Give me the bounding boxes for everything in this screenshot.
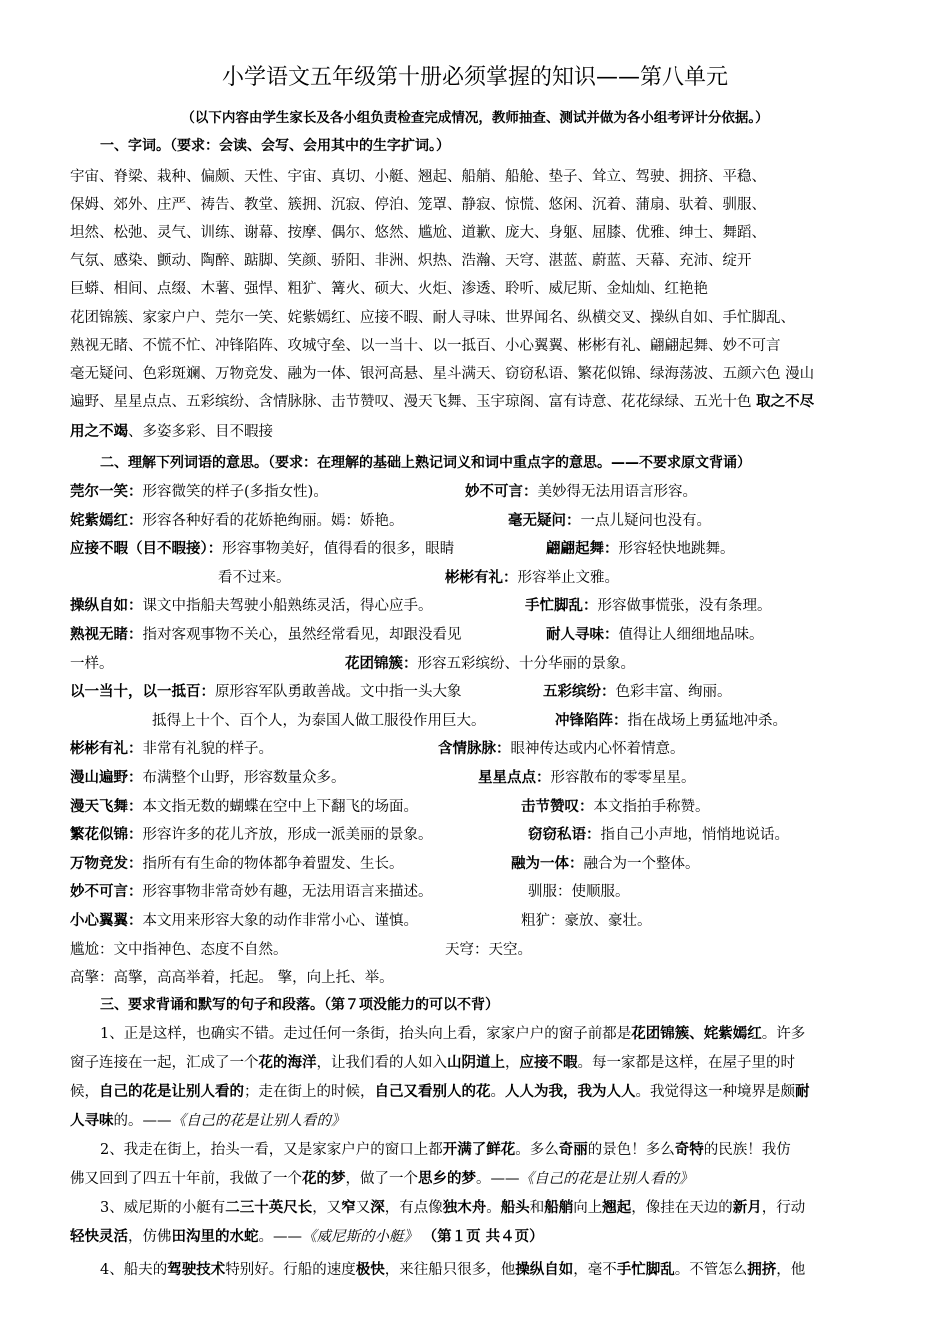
passage-text: 3、威尼斯的小艇有	[100, 1200, 226, 1216]
passage-text: ，来往船只很多，他	[384, 1262, 516, 1278]
definition-right	[525, 594, 772, 615]
definition: 眼神传达或内心怀着情意。	[510, 741, 685, 757]
word-list-text: 保姆、郊外、庄严、祷告、教堂、簇拥、沉寂、停泊、笼罩、静寂、惊慌、悠闲、沉着、蒲扇、驮着、驯服、	[70, 197, 766, 213]
definition-right	[445, 938, 532, 959]
definition: 本文指拍手称赞。	[593, 799, 710, 815]
word-list-text: 遍野、星星点点、五彩缤纷、含情脉脉、击节赞叹、漫天飞舞、玉宇琼阁、富有诗意、花花绿绿、五光十色	[70, 394, 757, 410]
key-phrase: 拥挤	[747, 1262, 777, 1278]
key-phrase: 自己又看别人的花	[374, 1084, 491, 1100]
passage-text: 。每一家都是这样，在屋子里的时	[577, 1055, 795, 1071]
key-phrase: 手忙脚乱	[616, 1262, 675, 1278]
definition-left	[70, 880, 433, 901]
definition-right	[445, 566, 619, 587]
definition: 高擎：高擎，高高举着，托起。 擎，向上托、举。	[70, 970, 394, 986]
term: 彬彬有礼：	[445, 570, 518, 586]
word-list-text: 气氛、感染、颤动、陶醉、踮脚、笑颜、骄阳、非洲、炽热、浩瀚、天穹、湛蓝、蔚蓝、天幕、充沛、绽开	[70, 253, 752, 269]
word-list-text: 花团锦簇、家家户户、莞尔一笑、姹紫嫣红、应接不暇、耐人寻味、世界闻名、纵横交叉、操纵自如、手忙脚乱、	[70, 310, 795, 326]
word-list-line	[70, 362, 885, 383]
definition: 形容微笑的样子(多指女性)。	[142, 484, 328, 500]
definition-right	[511, 852, 700, 873]
definition-left	[70, 823, 433, 844]
key-phrase: 花团锦簇、姹紫嫣红	[631, 1026, 762, 1042]
definition: 美妙得无法用语言形容。	[537, 484, 697, 500]
key-phrase: 开满了鲜花	[442, 1142, 516, 1158]
definition: 一点儿疑问也没有。	[580, 513, 711, 529]
key-phrase: 窄	[341, 1200, 356, 1216]
passage-text: ，	[505, 1055, 520, 1071]
term: 毫无疑问：	[508, 513, 581, 529]
passage-text: ，让我们看的人如入	[316, 1055, 447, 1071]
definition-left	[70, 594, 433, 615]
passage-text: 。	[490, 1084, 505, 1100]
word-list-line	[70, 420, 885, 441]
definition: 布满整个山野，形容数量众多。	[142, 770, 346, 786]
definition-right	[528, 823, 789, 844]
word-list-line	[70, 306, 885, 327]
word-list-text: 、多姿多彩、目不暇接	[128, 424, 273, 440]
key-phrase: 奇特	[674, 1142, 704, 1158]
passage-text: ，他	[776, 1262, 806, 1278]
definition-left	[70, 623, 462, 644]
term: 星星点点：	[478, 770, 551, 786]
definition-right	[521, 909, 652, 930]
key-phrase: 人寻味	[70, 1113, 114, 1129]
key-phrase: 耐	[795, 1084, 810, 1100]
word-list-bold: 取之不尽	[756, 394, 815, 410]
passage-text: 4、船夫的	[100, 1262, 168, 1278]
passage-line	[70, 1080, 885, 1101]
word-list-text: 巨蟒、相间、点缀、木薯、强悍、粗犷、篝火、硕大、火炬、渗透、聆听、威尼斯、金灿灿、红艳艳	[70, 281, 708, 297]
term: 应接不暇（目不暇接）：	[70, 541, 223, 557]
passage-text: ，仿佛	[128, 1229, 172, 1245]
key-phrase: （第１页 共４页）	[422, 1229, 544, 1245]
word-list-line	[70, 390, 885, 411]
definition-left	[70, 795, 418, 816]
passage-text: 1、正是这样，也确实不错。走过任何一条街，抬头向上看，家家户户的窗子前都是	[100, 1026, 632, 1042]
definition-right	[546, 623, 764, 644]
passage-text: 的景色！多么	[587, 1142, 675, 1158]
definition-left	[152, 709, 486, 730]
term: 姹紫嫣红：	[70, 513, 143, 529]
passage-text: 佛又回到了四五十年前，我做了一个	[70, 1171, 302, 1187]
definition-left	[70, 480, 328, 501]
word-list-line	[70, 221, 885, 242]
passage-line	[70, 1138, 885, 1159]
key-phrase: 独木舟	[442, 1200, 487, 1216]
passage-line	[70, 1258, 885, 1279]
definition: 形容轻快地跳舞。	[618, 541, 735, 557]
term: 妙不可言：	[465, 484, 538, 500]
passage-text: 的。——	[113, 1113, 172, 1129]
definition: 尴尬：文中指神色、态度不自然。	[70, 942, 288, 958]
term: 彬彬有礼：	[70, 741, 143, 757]
word-list-line	[70, 249, 885, 270]
term: 花团锦簇：	[345, 656, 418, 672]
term: 耐人寻味：	[546, 627, 619, 643]
definition-left	[218, 566, 291, 587]
source-title: 《自己的花是让别人看的》	[519, 1171, 694, 1187]
definition-right	[521, 795, 710, 816]
definition: 本文用来形容大象的动作非常小心、谨慎。	[142, 913, 418, 929]
term: 莞尔一笑：	[70, 484, 143, 500]
term: 冲锋陷阵：	[555, 713, 628, 729]
definition-right	[508, 509, 711, 530]
definition: 课文中指船夫驾驶小船熟练灵活，得心应手。	[142, 598, 433, 614]
term: 含情脉脉：	[438, 741, 511, 757]
section-2-heading: 二、理解下列词语的意思。（要求：在理解的基础上熟记词义和词中重点字的意思。——不要求原文背诵）	[100, 455, 751, 471]
key-phrase: 操纵自如	[515, 1262, 574, 1278]
definition: 粗犷：豪放、豪壮。	[521, 913, 652, 929]
passage-text: ；走在街上的时候，	[244, 1084, 375, 1100]
definition: 色彩丰富、绚丽。	[615, 684, 732, 700]
definition-left	[70, 909, 418, 930]
term: 万物竞发：	[70, 856, 143, 872]
definition: 看不过来。	[218, 570, 291, 586]
word-list-line	[70, 165, 885, 186]
definition-left	[70, 680, 462, 701]
passage-text: 。许多	[761, 1026, 806, 1042]
definition: 形容五彩缤纷、十分华丽的景象。	[417, 656, 635, 672]
passage-text: ，有点像	[384, 1200, 443, 1216]
definition: 本文指无数的蝴蝶在空中上下翻飞的场面。	[142, 799, 418, 815]
definition: 形容事物美好，值得看的很多，眼睛	[222, 541, 455, 557]
passage-text: 特别好。行船的速度	[225, 1262, 356, 1278]
definition-right	[478, 766, 696, 787]
passage-text: 窗子连接在一起，汇成了一个	[70, 1055, 259, 1071]
definition-right	[438, 737, 685, 758]
definition-right	[555, 709, 787, 730]
key-phrase: 翘起	[602, 1200, 632, 1216]
definition-right	[465, 480, 697, 501]
passage-text: ，行动	[761, 1200, 806, 1216]
definition: 指在战场上勇猛地冲杀。	[627, 713, 787, 729]
passage-text: 2、我走在街上，抬头一看，又是家家户户的窗口上都	[100, 1142, 443, 1158]
key-phrase: 船头	[500, 1200, 530, 1216]
term: 繁花似锦：	[70, 827, 143, 843]
word-list-text: 宇宙、脊梁、栽种、偏颇、天性、宇宙、真切、小艇、翘起、船艄、船舱、垫子、耸立、驾驶、拥挤、平稳、	[70, 169, 766, 185]
passage-text: 的民族！我仿	[703, 1142, 791, 1158]
term: 妙不可言：	[70, 884, 143, 900]
key-phrase: 思乡的梦	[418, 1171, 476, 1187]
key-phrase: 山阴道上	[447, 1055, 505, 1071]
passage-text: 候，	[70, 1084, 99, 1100]
term: 融为一体：	[511, 856, 584, 872]
definition: 原形容军队勇敢善战。文中指一头大象	[215, 684, 462, 700]
word-list-bold: 用之不竭	[70, 424, 128, 440]
term: 操纵自如：	[70, 598, 143, 614]
passage-text: 。	[486, 1200, 501, 1216]
definition-right	[543, 680, 732, 701]
key-phrase: 新月	[732, 1200, 762, 1216]
definition: 非常有礼貌的样子。	[142, 741, 273, 757]
section-3-heading: 三、要求背诵和默写的句子和段落。（第７项没能力的可以不背）	[100, 997, 499, 1013]
key-phrase: 深	[370, 1200, 385, 1216]
term: 小心翼翼：	[70, 913, 143, 929]
term: 熟视无睹：	[70, 627, 143, 643]
word-list-text: 毫无疑问、色彩斑斓、万物竞发、融为一体、银河高悬、星斗满天、窃窃私语、繁花似锦、绿海荡波、五颜六色 漫山	[70, 366, 815, 382]
page-title: 小学语文五年级第十册必须掌握的知识——第八单元	[221, 65, 728, 90]
passage-text: 。我觉得这一种境界是颇	[635, 1084, 795, 1100]
key-phrase: 自己的花是让别人看的	[99, 1084, 244, 1100]
key-phrase: 应接不暇	[519, 1055, 578, 1071]
definition-left	[70, 737, 273, 758]
definition-left	[70, 766, 346, 787]
definition: 指所有有生命的物体都争着盟发、生长。	[142, 856, 404, 872]
passage-text: 和	[529, 1200, 545, 1216]
definition: 形容许多的花儿齐放，形成一派美丽的景象。	[142, 827, 433, 843]
key-phrase: 二三十英尺长	[225, 1200, 313, 1216]
instruction-note: （以下内容由学生家长及各小组负责检查完成情况，教师抽查、测试并做为各小组考评计分依据。）	[181, 110, 769, 126]
definition: 形容举止文雅。	[517, 570, 619, 586]
definition-left	[70, 537, 454, 558]
passage-text: 。——	[258, 1229, 302, 1245]
definition: 指对客观事物不关心，虽然经常看见，却跟没看见	[142, 627, 462, 643]
word-list-line	[70, 334, 885, 355]
definition: 抵得上十个、百个人，为泰国人做工服役作用巨大。	[152, 713, 486, 729]
definition: 一样。	[70, 656, 114, 672]
definition-left	[70, 966, 394, 987]
key-phrase: 奇丽	[558, 1142, 588, 1158]
passage-text: 。——	[476, 1171, 520, 1187]
source-title: 《自己的花是让别人看的》	[171, 1113, 346, 1129]
passage-line	[70, 1196, 885, 1217]
definition-left	[70, 852, 404, 873]
passage-text: ，毫不	[573, 1262, 617, 1278]
passage-line	[70, 1225, 885, 1246]
definition: 驯服：使顺服。	[528, 884, 630, 900]
passage-text: 又	[355, 1200, 371, 1216]
key-phrase: 花的海洋	[258, 1055, 317, 1071]
passage-text: 。不管怎么	[674, 1262, 748, 1278]
passage-line	[70, 1109, 885, 1130]
passage-text: ，做了一个	[345, 1171, 418, 1187]
word-list-line	[70, 277, 885, 298]
definition-right	[546, 537, 735, 558]
term: 窃窃私语：	[528, 827, 601, 843]
definition: 融合为一个整体。	[583, 856, 700, 872]
term: 以一当十，以一抵百：	[70, 684, 215, 700]
definition: 形容各种好看的花娇艳绚丽。嫣：娇艳。	[142, 513, 404, 529]
key-phrase: 极快	[355, 1262, 385, 1278]
definition: 形容事物非常奇妙有趣，无法用语言来描述。	[142, 884, 433, 900]
definition: 值得让人细细地品味。	[618, 627, 764, 643]
definition-left	[70, 652, 114, 673]
key-phrase: 船艄	[544, 1200, 574, 1216]
key-phrase: 花的梦	[302, 1171, 346, 1187]
passage-text: ，又	[312, 1200, 342, 1216]
passage-text: 。多么	[515, 1142, 559, 1158]
key-phrase: 轻快灵活	[70, 1229, 128, 1245]
definition: 指自己小声地，悄悄地说话。	[600, 827, 789, 843]
word-list-text: 熟视无睹、不慌不忙、冲锋陷阵、攻城守垒、以一当十、以一抵百、小心翼翼、彬彬有礼、翩翩起舞、妙不可言	[70, 338, 781, 354]
term: 手忙脚乱：	[525, 598, 598, 614]
passage-line	[70, 1051, 885, 1072]
definition: 形容做事慌张，没有条理。	[597, 598, 772, 614]
passage-text: ，像挂在天边的	[631, 1200, 733, 1216]
word-list-line	[70, 193, 885, 214]
definition-right	[345, 652, 635, 673]
term: 漫天飞舞：	[70, 799, 143, 815]
definition-left	[70, 938, 288, 959]
definition: 天穹：天空。	[445, 942, 532, 958]
definition-right	[528, 880, 630, 901]
definition: 形容散布的零零星星。	[550, 770, 696, 786]
passage-text: 向上	[573, 1200, 603, 1216]
passage-line	[70, 1167, 885, 1188]
term: 五彩缤纷：	[543, 684, 616, 700]
section-1-heading: 一、字词。（要求：会读、会写、会用其中的生字扩词。）	[100, 138, 450, 154]
term: 击节赞叹：	[521, 799, 594, 815]
word-list-text: 坦然、松弛、灵气、训练、谢幕、按摩、偶尔、悠然、尴尬、道歉、庞大、身躯、屈膝、优雅、绅士、舞蹈、	[70, 225, 766, 241]
source-title: 《威尼斯的小艇》	[302, 1229, 418, 1245]
key-phrase: 田沟里的水蛇	[171, 1229, 259, 1245]
key-phrase: 驾驶技术	[167, 1262, 226, 1278]
passage-line	[70, 1022, 885, 1043]
term: 漫山遍野：	[70, 770, 143, 786]
definition-left	[70, 509, 404, 530]
key-phrase: 人人为我，我为人人	[505, 1084, 636, 1100]
term: 翩翩起舞：	[546, 541, 619, 557]
